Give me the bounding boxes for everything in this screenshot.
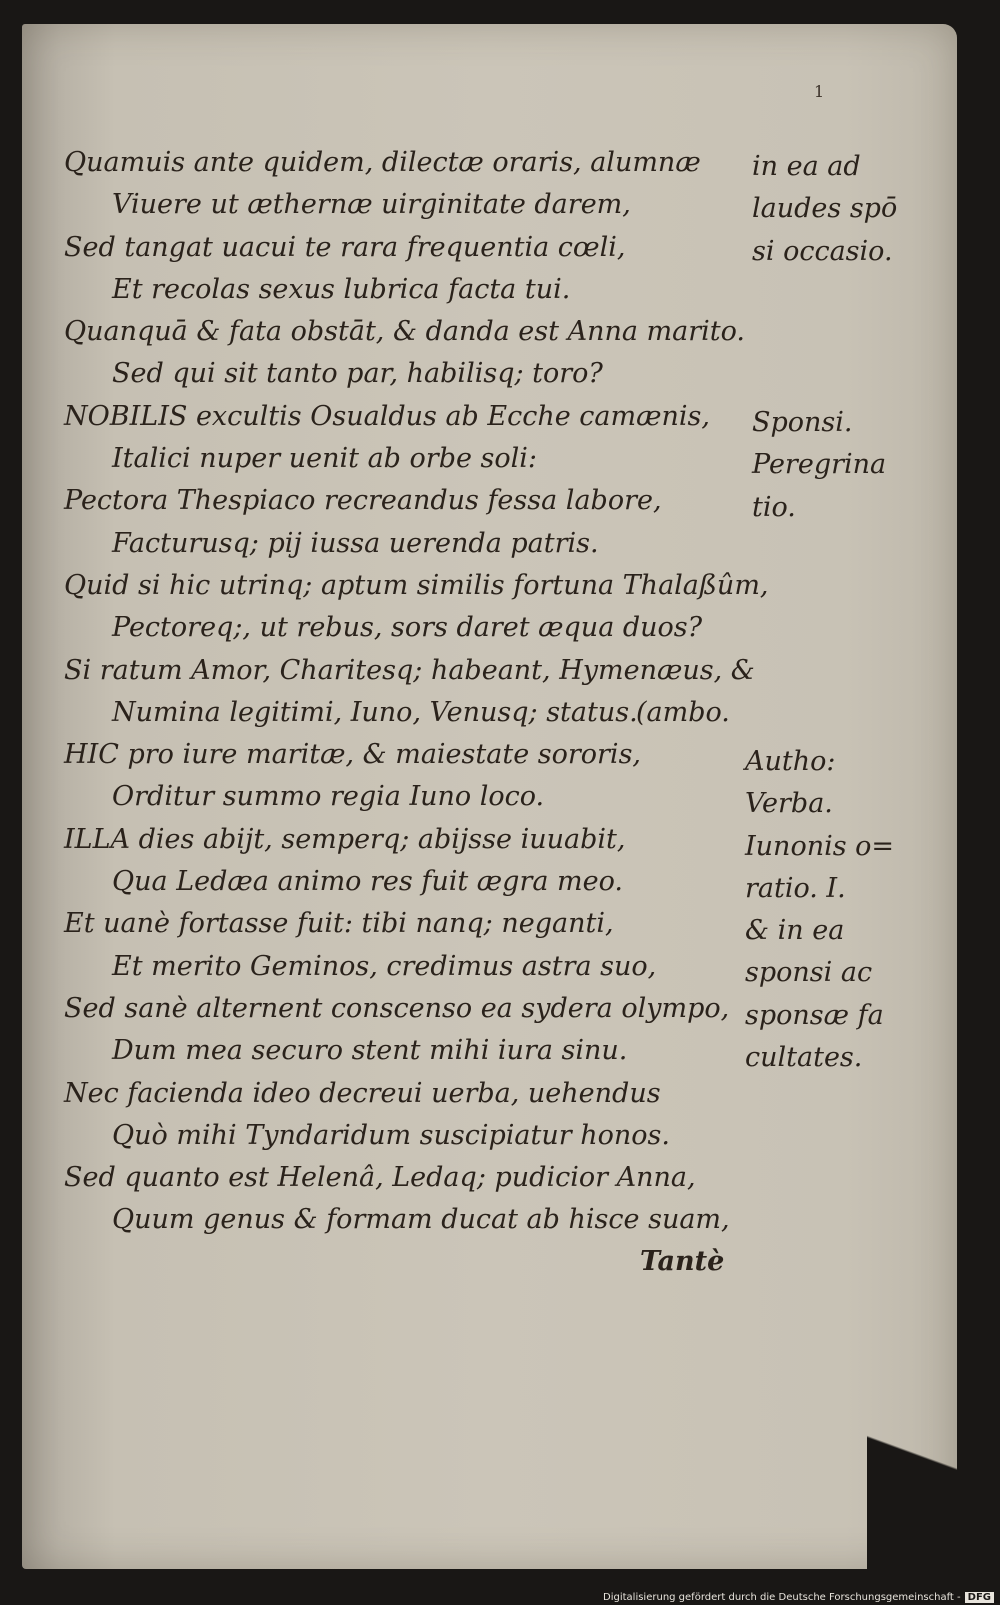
verse-line xyxy=(64,269,764,311)
marginal-note-line: Peregrina xyxy=(752,449,887,481)
verse-line xyxy=(64,1030,764,1072)
verse-line-text: Orditur summo regia Iuno loco. xyxy=(112,781,545,813)
verse-line xyxy=(64,988,764,1030)
verse-line-text: Et recolas sexus lubrica facta tui. xyxy=(112,273,571,305)
marginal-note-line: si occasio. xyxy=(752,235,893,267)
verse-line xyxy=(64,227,764,269)
verse-line-note: (ambo. xyxy=(636,696,730,728)
marginal-note-line: tio. xyxy=(752,491,796,523)
marginal-note-iunonis xyxy=(745,741,894,1079)
verse-line xyxy=(64,946,764,988)
verse-line xyxy=(64,438,764,480)
marginal-note-line: sponsæ fa xyxy=(745,999,884,1031)
verse-line-text: Sed sanè alternent conscenso ea sydera olympo, xyxy=(64,992,730,1024)
verse-line xyxy=(64,650,764,692)
verse-line xyxy=(64,1115,764,1157)
verse-line-text: Pectora Thespiaco recreandus fessa labore, xyxy=(64,485,662,517)
verse-line xyxy=(64,1157,764,1199)
verse-line xyxy=(64,142,764,184)
marginal-note-sponsi xyxy=(752,402,886,529)
verse-line-text: Italici nuper uenit ab orbe soli: xyxy=(112,443,538,475)
dfg-logo: DFG xyxy=(965,1592,994,1603)
verse-line xyxy=(64,311,764,353)
verse-line-text: Pectoreq;, ut rebus, sors daret æqua duos? xyxy=(112,612,703,644)
verse-line-text: Numina legitimi, Iuno, Venusq; status. xyxy=(112,696,638,728)
verse-line-text: Quanquā & fata obstāt, & danda est Anna marito. xyxy=(64,316,745,348)
verse-line-text: Et uanè fortasse fuit: tibi nanq; neganti, xyxy=(64,908,614,940)
verse-line xyxy=(64,734,764,776)
verse-line xyxy=(64,861,764,903)
marginal-note-line: & in ea xyxy=(745,915,845,947)
verse-line xyxy=(64,903,764,945)
verse-line-text: Viuere ut æthernæ uirginitate darem, xyxy=(112,189,631,221)
verse-line xyxy=(64,184,764,226)
verse-line xyxy=(64,565,769,607)
verse-line-text: Sed qui sit tanto par, habilisq; toro? xyxy=(112,358,603,390)
marginal-note-line: sponsi ac xyxy=(745,957,873,989)
verse-line-text: HIC pro iure maritæ, & maiestate sororis, xyxy=(64,739,642,771)
catchword: Tantè xyxy=(640,1246,725,1277)
verse-line-text: Sed tangat uacui te rara frequentia cœli, xyxy=(64,231,626,263)
marginal-note-occasion xyxy=(752,146,897,273)
verse-line xyxy=(64,819,764,861)
verse-line-text: Qua Ledæa animo res fuit ægra meo. xyxy=(112,866,623,898)
verse-line-text: ILLA dies abijt, semperq; abijsse iuuabit, xyxy=(64,823,626,855)
digitization-credit xyxy=(603,1592,994,1603)
marginal-note-line: Verba. xyxy=(745,788,833,820)
marginal-note-line: in ea ad xyxy=(752,151,861,182)
credit-text: Digitalisierung gefördert durch die Deutsche Forschungsgemeinschaft - xyxy=(603,1592,961,1603)
verse-line-text: Quid si hic utrinq; aptum similis fortuna Thalaßûm, xyxy=(64,569,769,601)
verse-line-text: Sed quanto est Helenâ, Ledaq; pudicior Anna, xyxy=(64,1162,696,1194)
verse-line-text: Nec facienda ideo decreui uerba, uehendus xyxy=(64,1077,661,1109)
verse-line xyxy=(64,692,764,734)
verse-line-text: Dum mea securo stent mihi iura sinu. xyxy=(112,1035,628,1067)
verse-line-text: Quum genus & formam ducat ab hisce suam, xyxy=(112,1204,730,1236)
marginal-note-line: Iunonis o= xyxy=(745,830,895,862)
verse-line-text: Facturusq; pij iussa uerenda patris. xyxy=(112,527,599,559)
verse-line xyxy=(64,1199,764,1241)
folio-mark: 1 xyxy=(814,82,825,101)
marginal-note-line: Sponsi. xyxy=(752,407,853,438)
marginal-note-line: ratio. I. xyxy=(745,872,846,904)
verse-line xyxy=(64,776,764,818)
verse-line xyxy=(64,1073,764,1115)
verse-line-text: Si ratum Amor, Charitesq; habeant, Hymenæus, & xyxy=(64,654,755,686)
verse-line-text: Quamuis ante quidem, dilectæ oraris, alumnæ xyxy=(64,147,701,178)
verse-line-text: NOBILIS excultis Osualdus ab Ecche camænis, xyxy=(64,400,710,432)
verse-line xyxy=(64,353,764,395)
verse-line xyxy=(64,396,764,438)
verse-line-text: Quò mihi Tyndaridum suscipiatur honos. xyxy=(112,1119,670,1151)
verse-line xyxy=(64,480,764,522)
marginal-note-line: cultates. xyxy=(745,1042,863,1074)
marginal-note-line: laudes spō xyxy=(752,193,898,225)
verse-block xyxy=(64,142,769,1242)
verse-line xyxy=(64,607,764,649)
marginal-note-line: Autho: xyxy=(745,746,836,777)
verse-line-text: Et merito Geminos, credimus astra suo, xyxy=(112,950,657,982)
verse-line xyxy=(64,523,764,565)
